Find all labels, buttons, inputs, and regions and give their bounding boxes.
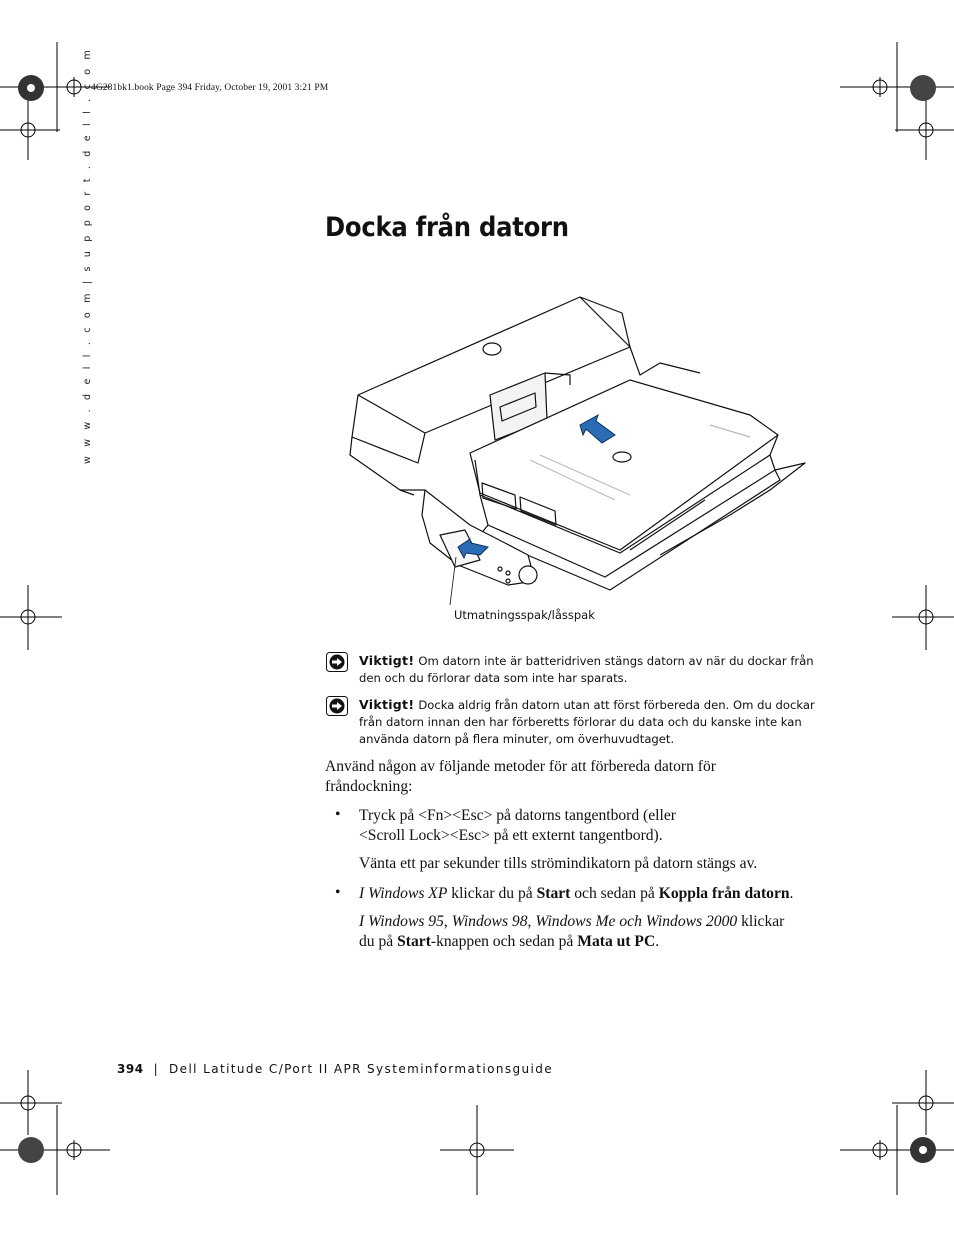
list-item-subtext: I Windows 95, Windows 98, Windows Me och Windows 2000 klickar du på Start-knappen och sedan på Mata ut PC. (359, 913, 785, 950)
notice-label: Viktigt! (359, 697, 415, 712)
print-file-info: 4G281bk1.book Page 394 Friday, October 19, 2001 3:21 PM (91, 83, 329, 93)
list-item-line: Tryck på <Fn><Esc> på datorns tangentbord (eller (359, 807, 676, 824)
list-item (359, 806, 799, 874)
notice-text: Om datorn inte är batteridriven stängs datorn av när du dockar från den och du förlorar data som inte har sparats. (359, 654, 814, 685)
list-item-line: I Windows XP klickar du på Start och sedan på Koppla från datorn. (359, 885, 794, 902)
notice-arrow-icon (326, 652, 348, 672)
footer-separator: | (153, 1062, 160, 1076)
notice-1 (326, 652, 816, 687)
bullet-marker: • (335, 806, 341, 823)
intro-paragraph: Använd någon av följande metoder för att förbereda datorn för fråndockning: (325, 758, 716, 795)
guide-title: Dell Latitude C/Port II APR Systeminformationsguide (169, 1062, 554, 1076)
list-item (359, 884, 799, 952)
side-url: w w w . d e l l . c o m | s u p p o r t . d e l l . c o m (82, 47, 93, 464)
docking-station-illustration (330, 285, 820, 620)
notice-label: Viktigt! (359, 653, 415, 668)
page-title: Docka från datorn (325, 212, 569, 243)
list-item-subtext: Vänta ett par sekunder tills strömindikatorn på datorn stängs av. (359, 855, 758, 872)
notice-2 (326, 696, 816, 748)
figure-callout-label: Utmatningsspak/låsspak (454, 608, 595, 622)
page-footer (117, 1062, 553, 1076)
notice-arrow-icon (326, 696, 348, 716)
list-item-line: <Scroll Lock><Esc> på ett externt tangentbord). (359, 827, 663, 844)
bullet-marker: • (335, 884, 341, 901)
page-number: 394 (117, 1062, 144, 1076)
notice-text: Docka aldrig från datorn utan att först förbereda den. Om du dockar från datorn innan den har förberetts förlorar du data och du kanske inte kan använda datorn på flera minuter, om överhuvudtaget. (359, 698, 815, 746)
